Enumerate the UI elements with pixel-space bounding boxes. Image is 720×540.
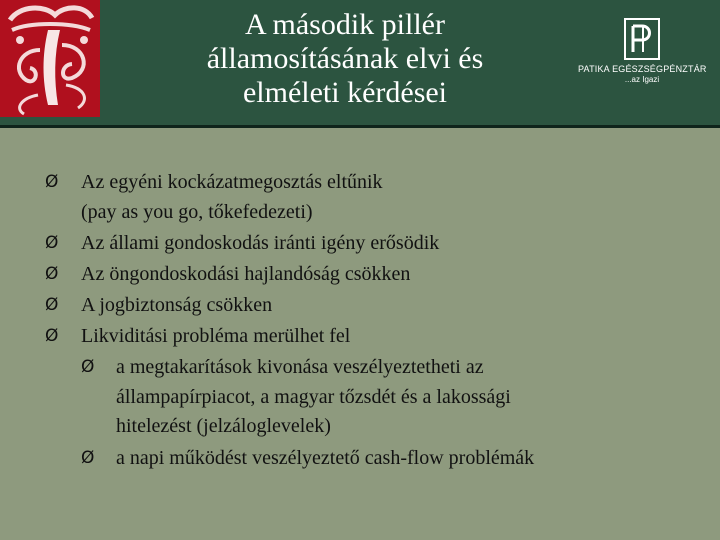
sub-bullet-text: a megtakarítások kivonása veszélyeztetheti az xyxy=(116,356,484,378)
patika-logo xyxy=(578,18,706,110)
title-line: A második pillér xyxy=(245,8,445,41)
bullet-arrow-icon: Ø xyxy=(45,326,59,346)
sub-bullet-text: hitelezést (jelzáloglevelek) xyxy=(116,415,331,437)
slide-title xyxy=(140,8,550,110)
patika-logo-tagline: ...az Igazi xyxy=(624,75,660,84)
bullet-text: Likviditási probléma merülhet fel xyxy=(81,325,351,347)
sub-bullet-text: a napi működést veszélyeztető cash-flow problémák xyxy=(116,447,535,469)
title-line: elméleti kérdései xyxy=(242,76,448,109)
header-divider xyxy=(0,125,720,128)
bullet-arrow-icon: Ø xyxy=(45,172,59,192)
ornamental-t-logo xyxy=(0,0,100,117)
title-line: államosításának elvi és xyxy=(206,42,484,75)
bullet-text: Az egyéni kockázatmegosztás eltűnik xyxy=(81,171,383,193)
bullet-text: Az állami gondoskodás iránti igény erősödik xyxy=(81,232,440,254)
patika-p-mark-icon xyxy=(624,18,660,60)
bullet-arrow-icon: Ø xyxy=(45,233,59,253)
patika-logo-name: PATIKA EGÉSZSÉGPÉNZTÁR xyxy=(578,64,707,74)
sub-bullet-text: állampapírpiacot, a magyar tőzsdét és a lakossági xyxy=(116,386,511,408)
bullet-text: Az öngondoskodási hajlandóság csökken xyxy=(81,263,411,285)
bullet-text: A jogbiztonság csökken xyxy=(81,294,273,316)
sub-bullet-arrow-icon: Ø xyxy=(81,448,95,468)
sub-bullet-arrow-icon: Ø xyxy=(81,357,95,377)
bullet-text: (pay as you go, tőkefedezeti) xyxy=(81,201,313,223)
bullet-arrow-icon: Ø xyxy=(45,295,59,315)
bullet-arrow-icon: Ø xyxy=(45,264,59,284)
